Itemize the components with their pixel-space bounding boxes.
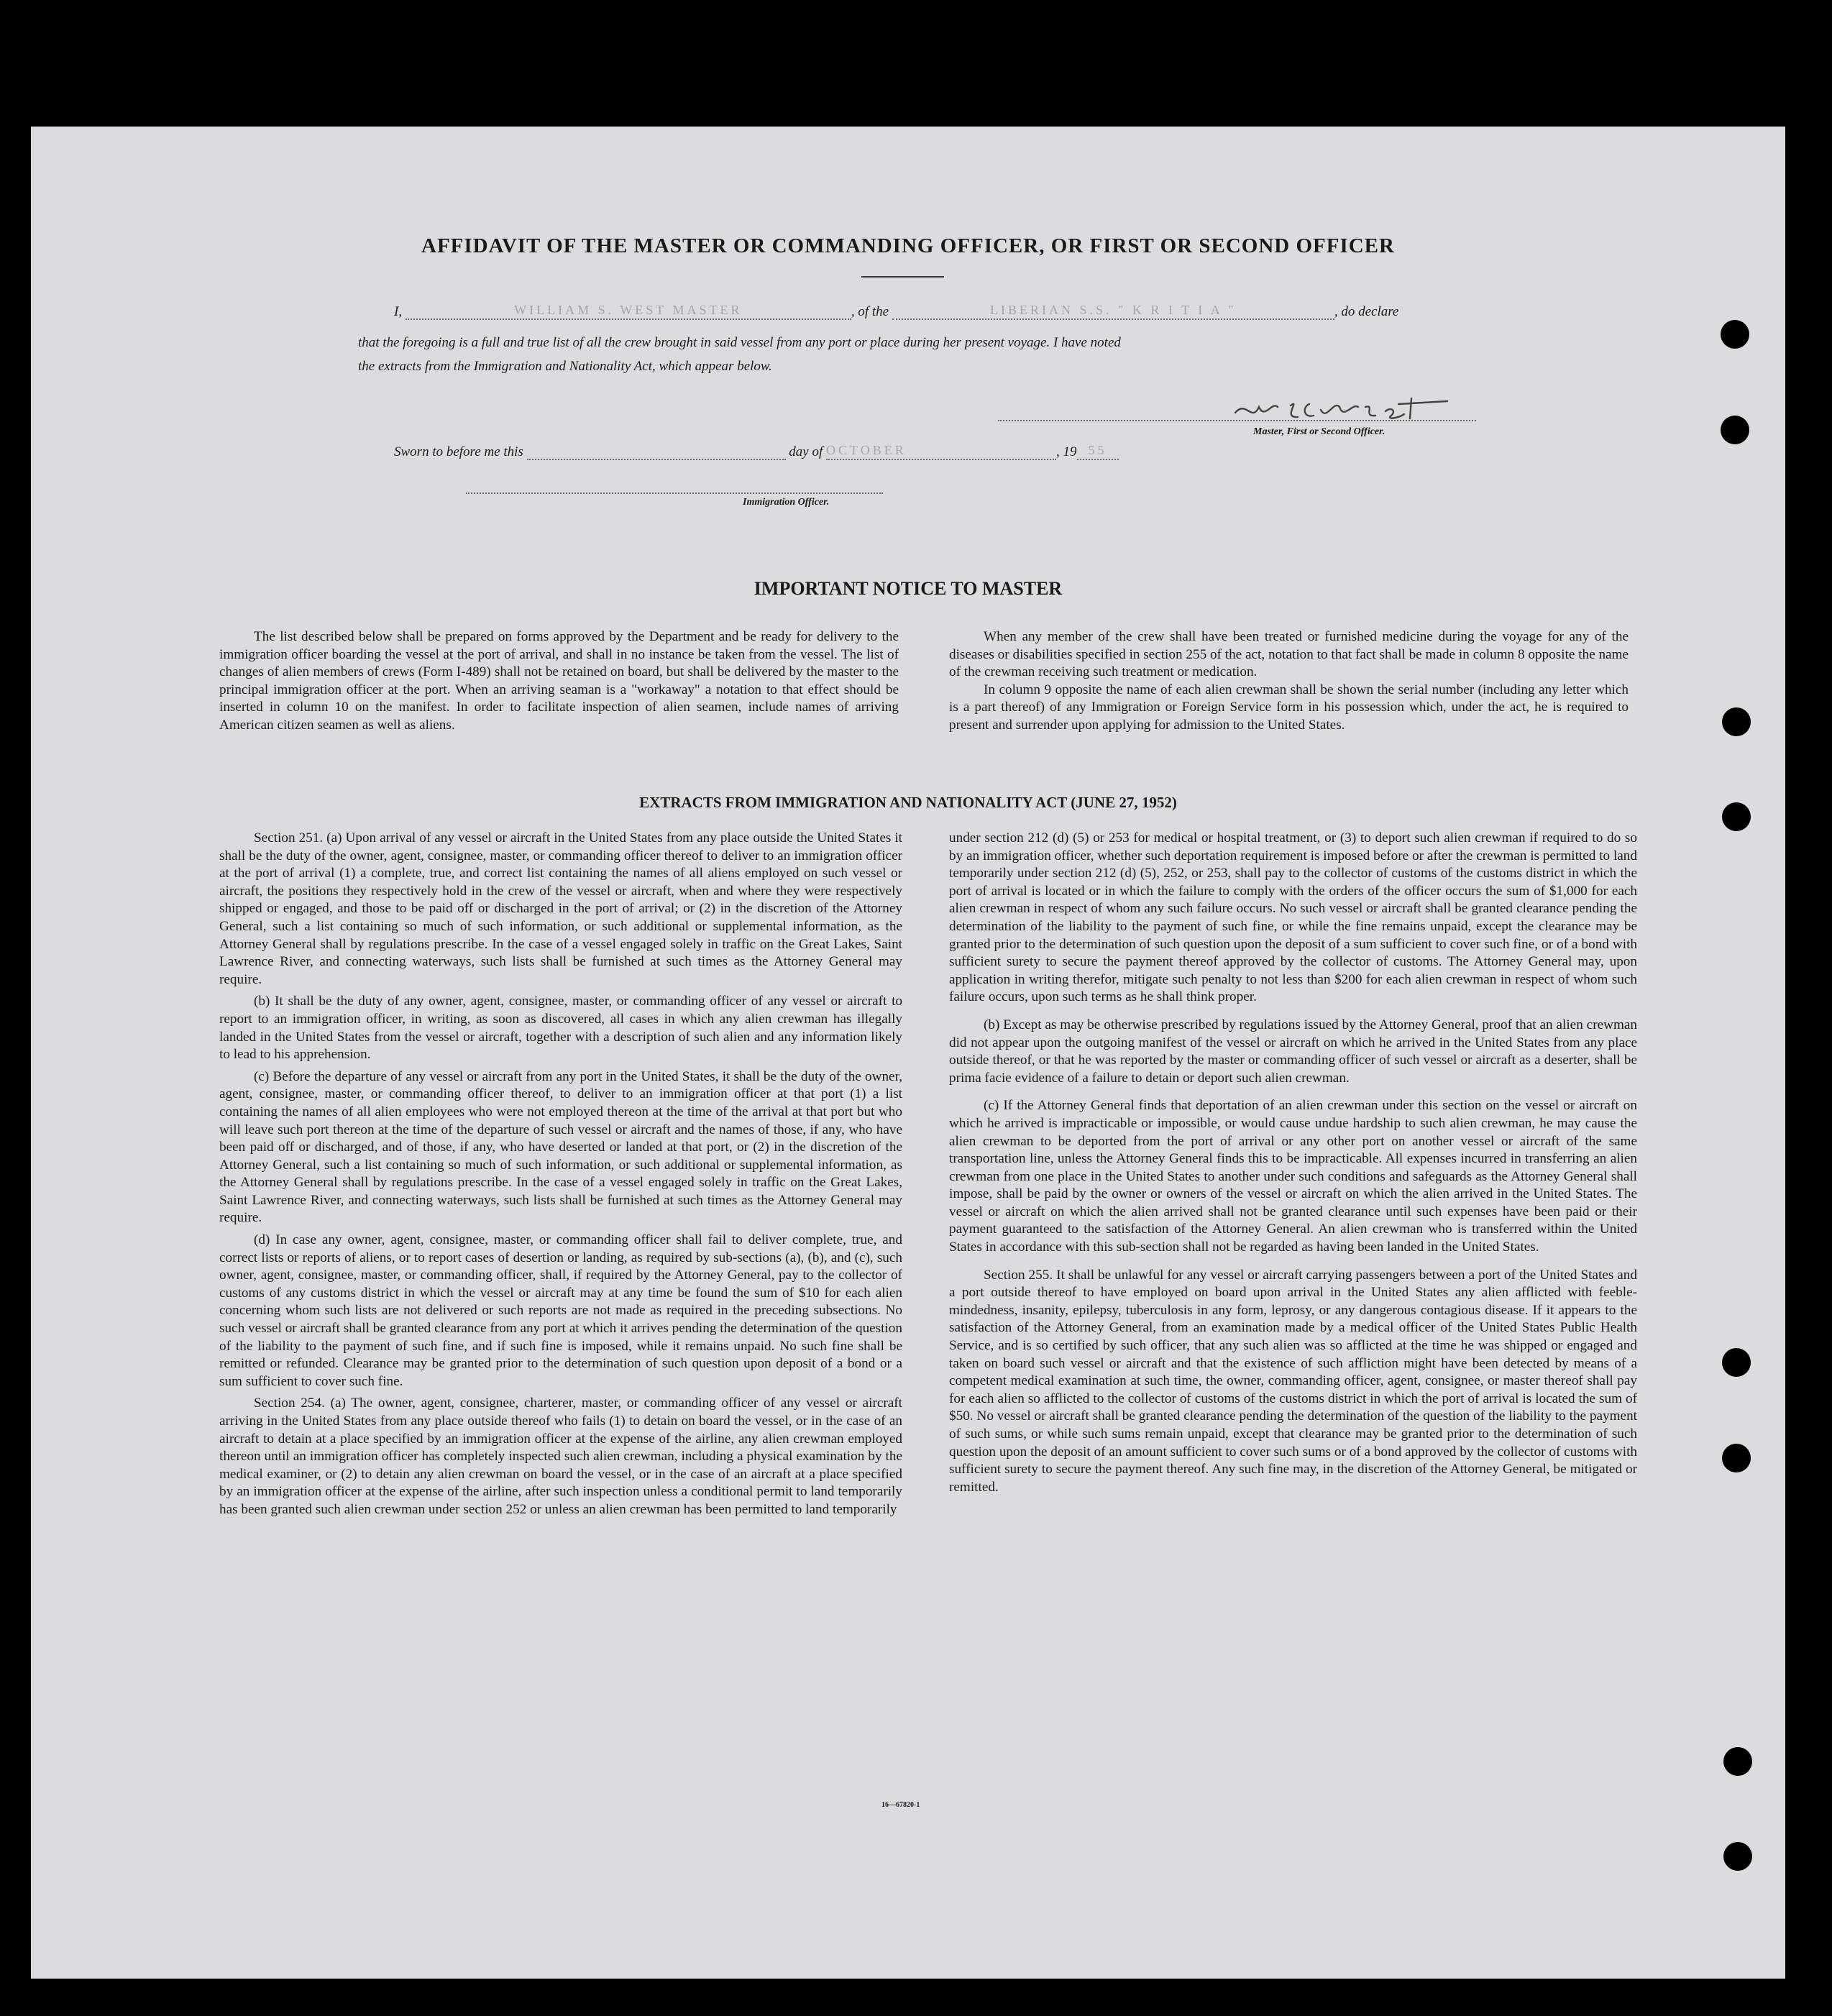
extracts-title: EXTRACTS FROM IMMIGRATION AND NATIONALITY ACT (JUNE 27, 1952) — [639, 794, 1177, 811]
sworn-month-field: OCTOBER — [826, 443, 1056, 460]
notice-right-column — [949, 628, 1629, 735]
immigration-officer-line — [466, 492, 883, 494]
declaration-text-line-3: the extracts from the Immigration and Nationality Act, which appear below. — [358, 359, 772, 374]
declaration-suffix: , do declare — [1334, 304, 1399, 319]
declaration-text-line-2: that the foregoing is a full and true list of all the crew brought in said vessel from any port or place during her present voyage. I have noted — [358, 335, 1121, 350]
sworn-day-field — [527, 443, 786, 460]
extract-paragraph: Section 255. It shall be unlawful for any vessel or aircraft carrying passengers between a port of the United States and a port outside thereof to have employed on board upon arrival in the United States any alien afflicted with feeble-mindedness, insanity, epilepsy, tuberculosis in any form, leprosy, or any dangerous contagious disease. If it appears to the satisfaction of the Attorney General, from an examination made by a medical officer of the United States Public Health Service, and is so certified by such officer, that any such alien was so afflicted at the time he was shipped or engaged and taken on board such vessel or aircraft and that the existence of such affliction might have been detected by means of a competent medical examination at such time, the owner, commanding officer, agent, consignee, or master thereof shall pay for each alien so afflicted to the collector of customs of the customs district in which the port of arrival is located the sum of $50. No vessel or aircraft shall be granted clearance pending the determination of the question of the liability to the payment of such sums, or while such sums remain unpaid, except that clearance may be granted prior to the determination of such question upon the deposit of an amount sufficient to cover such sums or of a bond approved by the collector of customs with sufficient surety to secure the payment thereof. Any such fine may, in the discretion of the Attorney General, be mitigated or remitted. — [949, 1267, 1637, 1495]
extract-paragraph: Section 251. (a) Upon arrival of any vessel or aircraft in the United States from any place outside the United States it shall be the duty of the owner, agent, consignee, master, or commanding officer thereof to deliver to an immigration officer at the port of arrival (1) a complete, true, and correct list containing the names of all aliens employed on such vessel or aircraft, the positions they respectively hold in the crew of the vessel or aircraft, when and where they were respectively shipped or engaged, and those to be paid off or discharged in the port of arrival; or (2) in the discretion of the Attorney General, such a list containing so much of such information, or such additional or supplemental information, as the Attorney General shall by regulations prescribe. In the case of a vessel engaged solely in traffic on the Great Lakes, Saint Lawrence River, and connecting waterways, such lists shall be furnished at such times as the Attorney General may require. — [219, 830, 902, 987]
binder-hole — [1721, 320, 1749, 349]
notice-title: IMPORTANT NOTICE TO MASTER — [754, 578, 1063, 599]
notice-paragraph: When any member of the crew shall have been treated or furnished medicine during the voyage for any of the diseases or disabilities specified in section 255 of the act, notation to that fact shall be made in column 8 opposite the name of the crewman receiving such treatment or medication. — [949, 629, 1629, 680]
vessel-name-field: LIBERIAN S.S. " K R I T I A " — [892, 303, 1334, 320]
binder-hole — [1722, 1348, 1751, 1377]
extracts-right-column — [949, 830, 1637, 1496]
notice-paragraph: The list described below shall be prepared on forms approved by the Department and be ready for delivery to the immigration officer boarding the vessel at the port of arrival, and shall in no instance be taken from the vessel. The list of changes of alien members of crews (Form I-489) shall not be retained on board, but shall be delivered by the master to the principal immigration officer at the port. When an arriving seaman is a "workaway" a notation to that effect should be inserted in column 10 on the manifest. In order to facilitate inspection of alien seamen, include names of arriving American citizen seamen as well as aliens. — [219, 629, 899, 733]
master-signature — [1232, 385, 1462, 429]
extract-paragraph: (d) In case any owner, agent, consignee, master, or commanding officer shall fail to deliver complete, true, and correct lists or reports of aliens, or to report cases of desertion or landing, as required by sub-sections (a), (b), and (c), such owner, agent, consignee, master, or commanding officer, shall, if required by the Attorney General, pay to the collector of customs of any customs district in which the vessel or aircraft may at any time be found the sum of $10 for each alien concerning whom such lists are not delivered or such reports are not made as required in the preceding subsections. No such vessel or aircraft shall be granted clearance from any port at which it arrives pending the determination of the question of the liability to the payment of such fine, and if such fine is imposed, while it remains unpaid. No such fine shall be remitted or refunded. Clearance may be granted prior to the determination of such question upon deposit of a bond or a sum sufficient to cover such fine. — [219, 1232, 902, 1389]
declaration-line — [394, 303, 1398, 320]
binder-hole — [1722, 1444, 1751, 1472]
extract-paragraph: (b) It shall be the duty of any owner, agent, consignee, master, or commanding officer of any vessel or aircraft to report to an immigration officer, in writing, as soon as discovered, all cases in which any alien crewman has illegally landed in the United States from the vessel or aircraft, together with a description of such alien and any information likely to lead to his apprehension. — [219, 994, 902, 1063]
declaration-prefix: I, — [394, 304, 403, 319]
title-rule — [861, 276, 944, 278]
sworn-year-prefix: , 19 — [1056, 444, 1077, 459]
declaration-mid: , of the — [851, 304, 889, 319]
binder-hole — [1722, 707, 1751, 736]
master-name-field: WILLIAM S. WEST MASTER — [406, 303, 851, 320]
sworn-day-label: day of — [789, 444, 823, 459]
sworn-year-field: 55 — [1077, 443, 1119, 460]
sworn-line — [394, 443, 1119, 460]
binder-hole — [1721, 416, 1749, 444]
extract-paragraph: (b) Except as may be otherwise prescribed by regulations issued by the Attorney General, proof that an alien crewman did not appear upon the outgoing manifest of the vessel or aircraft on which he arrived in the United States from any place outside thereof, or that he was reported by the master or commanding officer of such vessel or aircraft as a deserter, shall be prima facie evidence of a failure to detain or deport such alien crewman. — [949, 1017, 1637, 1086]
notice-left-column — [219, 628, 899, 735]
immigration-officer-label: Immigration Officer. — [743, 497, 830, 508]
form-code: 16—67820-1 — [881, 1801, 920, 1809]
extract-paragraph: Section 254. (a) The owner, agent, consignee, charterer, master, or commanding officer of any vessel or aircraft arriving in the United States from any place outside thereof who fails (1) to detain on board the vessel, or in the case of an aircraft to detain at a place specified by an immigration officer at the expense of the airline, any alien crewman employed thereon until an immigration officer has completely inspected such alien crewman, including a physical examination by the medical examiner, or (2) to detain any alien crewman on board the vessel, or in the case of an aircraft at a place specified by an immigration officer at the expense of the airline, after such inspection unless a conditional permit to land temporarily has been granted such alien crewman under section 252 or unless an alien crewman has been permitted to land temporarily — [219, 1396, 902, 1517]
extract-paragraph: under section 212 (d) (5) or 253 for medical or hospital treatment, or (3) to deport such alien crewman if required to do so by an immigration officer, whether such deportation requirement is imposed before or after the crewman is permitted to land temporarily under section 212 (d) (5), 252, or 253, shall pay to the collector of customs of the customs district in which the port of arrival is located or in which the failure to comply with the orders of the officer occurs the sum of $1,000 for each alien crewman in respect of whom any such failure occurs. No such vessel or aircraft shall be granted clearance pending the determination of the liability to the payment of such fine, or while the fine remains unpaid, except the clearance may be granted prior to the determination of such question upon the deposit of a sum sufficient to cover such fine, or of a bond with sufficient surety to secure the payment thereof approved by the collector of customs. The Attorney General may, upon application in writing therefor, mitigate such penalty to not less than $200 for each alien crewman in respect of whom such failure occurs, upon such terms as he shall think proper. — [949, 830, 1637, 1005]
document-page — [31, 127, 1785, 1979]
binder-hole — [1723, 1747, 1752, 1776]
extract-paragraph: (c) If the Attorney General finds that deportation of an alien crewman under this section on the vessel or aircraft on which he arrived is impracticable or impossible, or would cause undue hardship to such alien crewman, he may cause the alien crewman to be deported from the port of arrival or any other port on another vessel or aircraft of the same transportation line, unless the Attorney General finds this to be impracticable. All expenses incurred in transferring an alien crewman from one place in the United States to another under such conditions and safeguards as the Attorney General shall impose, shall be paid by the owner or owners of the vessel or aircraft on which the alien arrived in the United States. The vessel or aircraft on which the alien arrived shall not be granted clearance until such expenses have been paid or their payment guaranteed to the satisfaction of the Attorney General. An alien crewman who is transferred within the United States in accordance with this sub-section shall not be regarded as having been landed in the United States. — [949, 1098, 1637, 1255]
affidavit-title: AFFIDAVIT OF THE MASTER OR COMMANDING OFFICER, OR FIRST OR SECOND OFFICER — [421, 234, 1395, 257]
extract-paragraph: (c) Before the departure of any vessel or aircraft from any port in the United States, it shall be the duty of the owner, agent, consignee, master, or commanding officer thereof, to deliver to an immigration officer at that port (1) a list containing the names of all alien employees who were not employed thereon at the time of the arrival at that port but who will leave such port thereon at the time of the departure of such vessel or aircraft and the names of those, if any, who have been paid off or discharged, and of those, if any, who have deserted or landed at that port, or (2) in the discretion of the Attorney General, such a list containing so much of such information, or such additional or supplemental information, as the Attorney General shall by regulations prescribe. In the case of a vessel engaged solely in traffic on the Great Lakes, Saint Lawrence River, and connecting waterways, such lists shall be furnished at such times as the Attorney General may require. — [219, 1068, 902, 1226]
notice-paragraph: In column 9 opposite the name of each alien crewman shall be shown the serial number (including any letter which is a part thereof) of any Immigration or Foreign Service form in his possession which, under the act, he is required to present and surrender upon applying for admission to the United States. — [949, 682, 1629, 733]
sworn-prefix: Sworn to before me this — [394, 444, 523, 459]
extracts-left-column — [219, 830, 902, 1519]
binder-hole — [1723, 1842, 1752, 1871]
binder-hole — [1722, 802, 1751, 831]
signature-line — [998, 420, 1476, 421]
signature-label: Master, First or Second Officer. — [1253, 426, 1386, 437]
